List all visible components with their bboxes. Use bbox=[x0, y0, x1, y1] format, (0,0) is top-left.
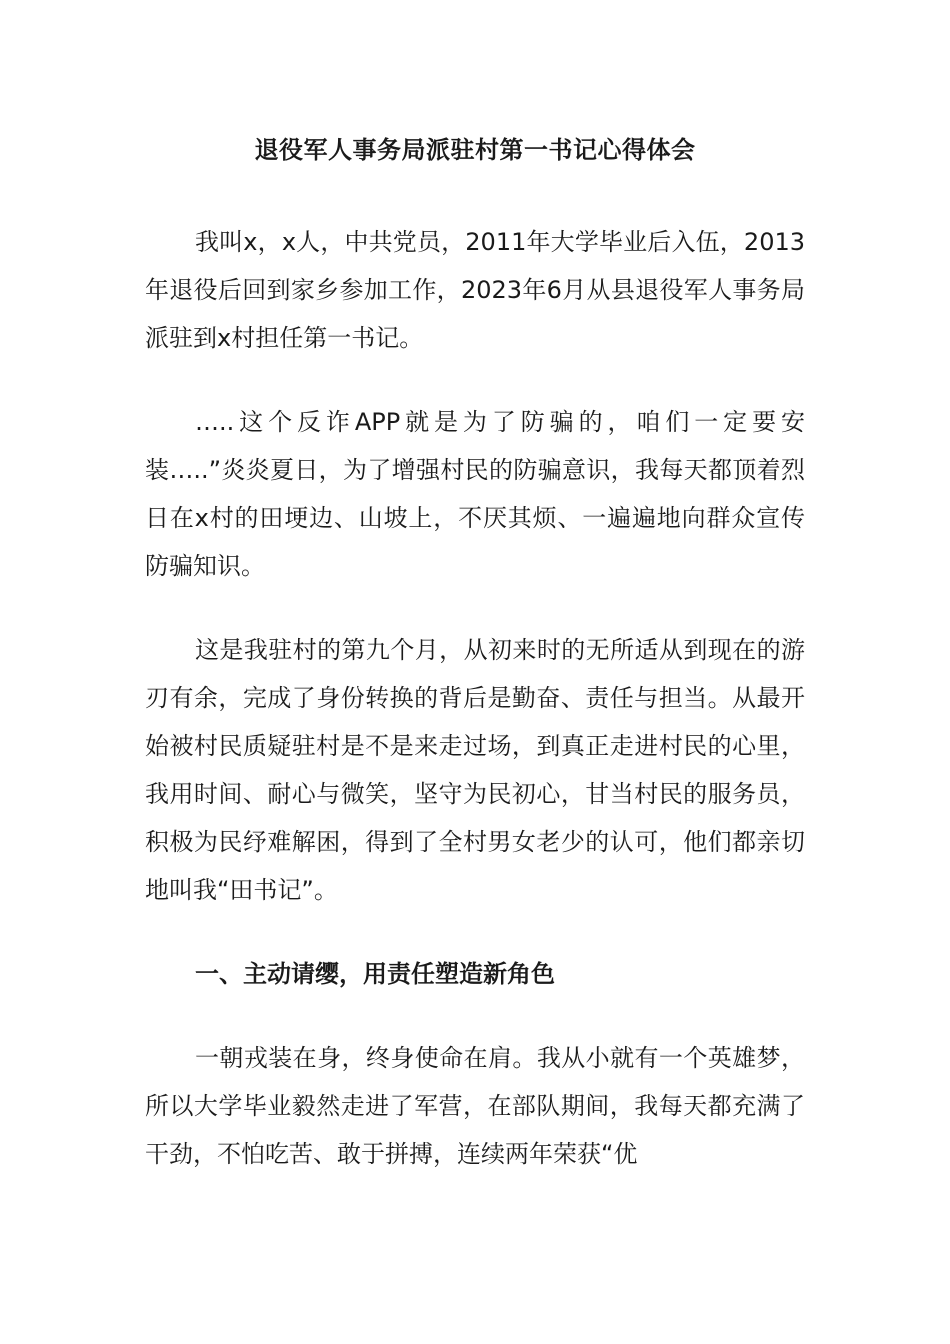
section-heading-1: 一、主动请缨，用责任塑造新角色 bbox=[195, 960, 555, 988]
paragraph-ninth-month: 这是我驻村的第九个月，从初来时的无所适从到现在的游刃有余，完成了身份转换的背后是勤奋、责任与担当。从最开始被村民质疑驻村是不是来走过场，到真正走进村民的心里，我用时间、耐心与微笑，坚守为民初心，甘当村民的服务员，积极为民纾难解困，得到了全村男女老少的认可，他们都亲切地叫我“田书记”。 bbox=[145, 636, 805, 904]
document-title: 退役军人事务局派驻村第一书记心得体会 bbox=[254, 136, 696, 164]
paragraph-section-1: 一朝戎装在身，终身使命在肩。我从小就有一个英雄梦，所以大学毕业毅然走进了军营，在部队期间，我每天都充满了干劲，不怕吃苦、敢于拼搏，连续两年荣获“优 bbox=[145, 1044, 805, 1168]
paragraph-anti-fraud: …..这个反诈APP就是为了防骗的，咱们一定要安装…..”炎炎夏日，为了增强村民的防骗意识，我每天都顶着烈日在x村的田埂边、山坡上，不厌其烦、一遍遍地向群众宣传防骗知识。 bbox=[145, 408, 805, 580]
paragraph-intro: 我叫x，x人，中共党员，2011年大学毕业后入伍，2013年退役后回到家乡参加工作，2023年6月从县退役军人事务局派驻到x村担任第一书记。 bbox=[145, 228, 805, 352]
document-body bbox=[145, 218, 805, 1214]
